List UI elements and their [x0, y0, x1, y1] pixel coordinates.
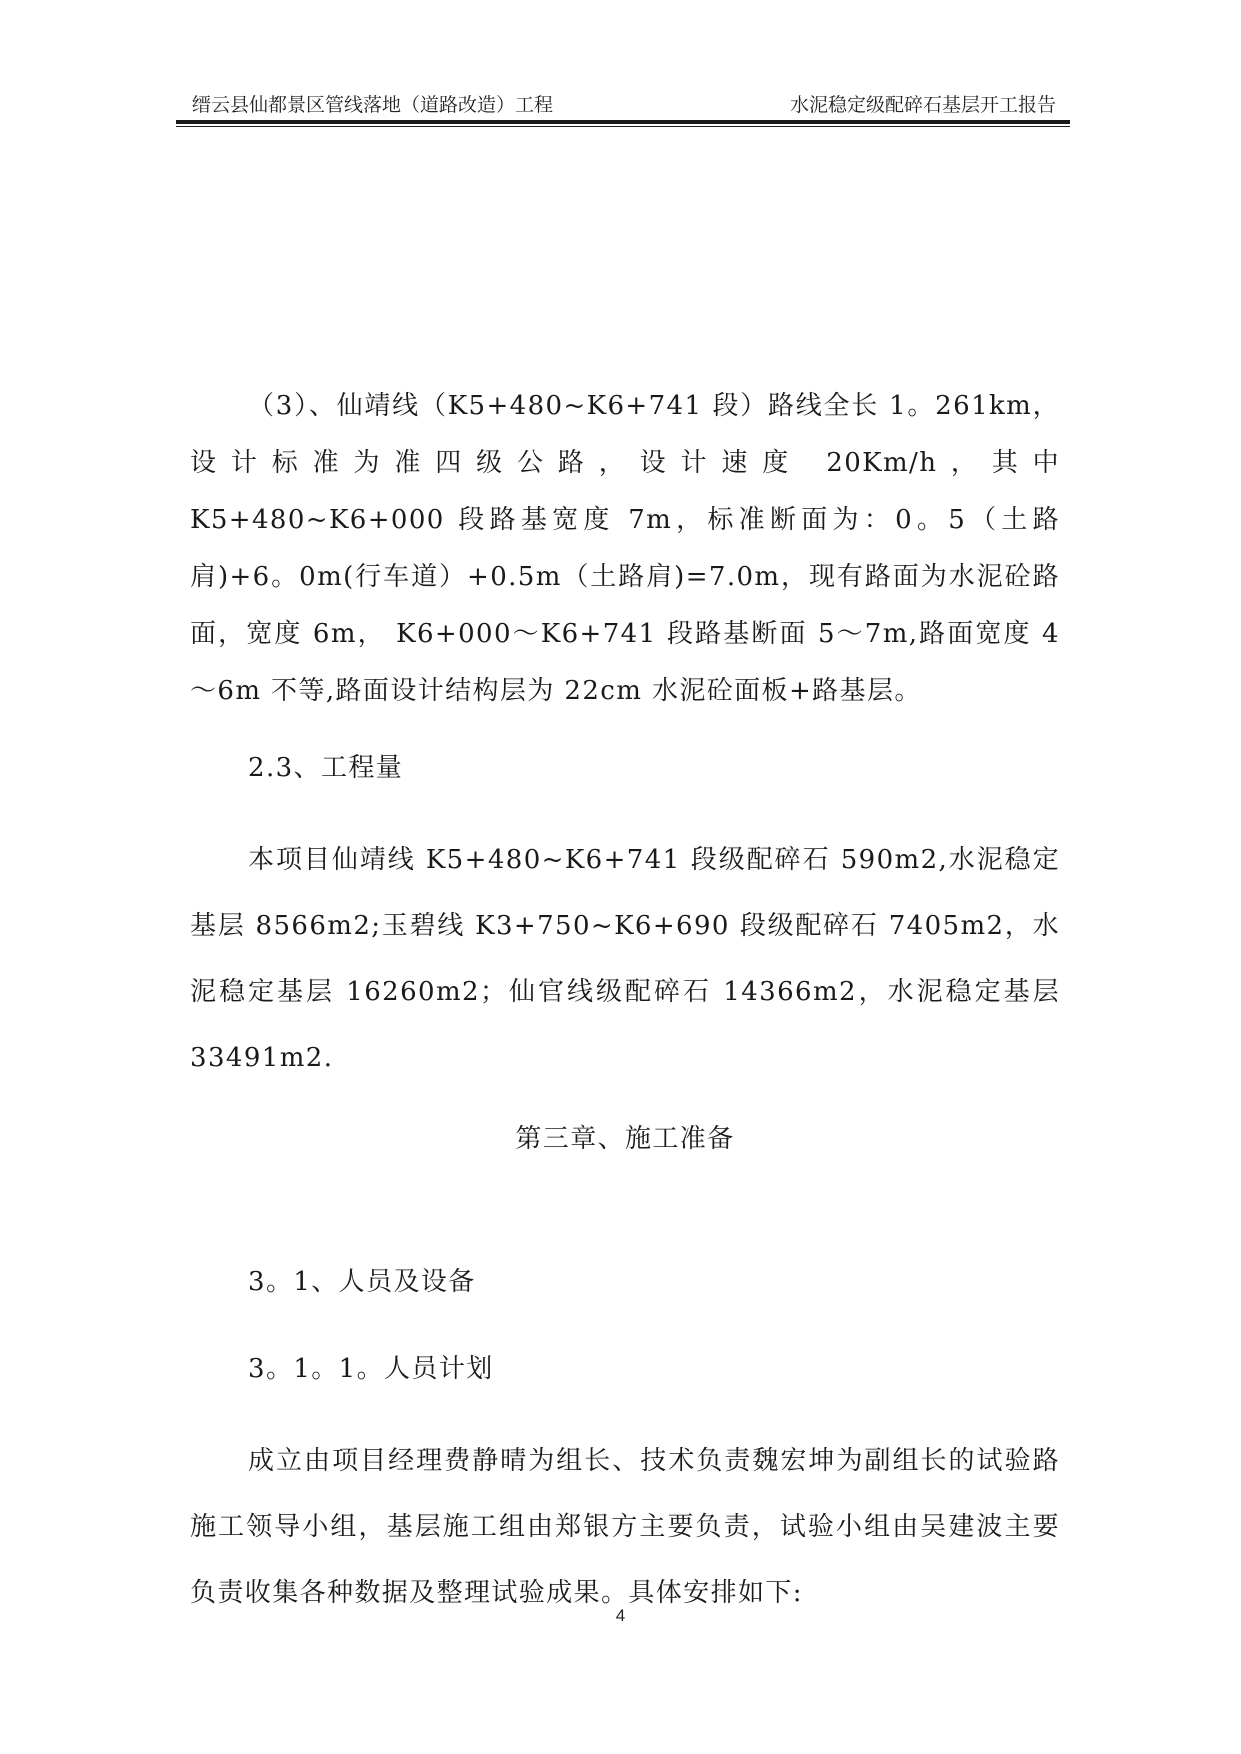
section-heading-quantities: 2.3、工程量 — [248, 753, 404, 783]
header-rule-thin — [176, 126, 1070, 127]
paragraph-quantities: 本项目仙靖线 K5+480~K6+741 段级配碎石 590m2,水泥稳定基层 8566m2;玉碧线 K3+750~K6+690 段级配碎石 7405m2，水泥稳定基层 16260m2；仙官线级配碎石 14366m2，水泥稳定基层 33491m2. — [190, 845, 1060, 1073]
document-body — [190, 378, 1060, 1626]
chapter-title: 第三章、施工准备 — [515, 1124, 735, 1154]
header-project-title: 缙云县仙都景区管线落地（道路改造）工程 — [192, 94, 554, 116]
page-header — [176, 88, 1070, 118]
paragraph-route-description: （3）、仙靖线（K5+480~K6+741 段）路线全长 1。261km，设计标准为准四级公路，设计速度 20Km/h，其中 K5+480~K6+000 段路基宽度 7m，标准断面为：0。5（土路肩)+6。0m(行车道）+0.5m（土路肩)=7.0m，现有路面为水泥砼路面，宽度 6m， K6+000～K6+741 段路基断面 5～7m,路面宽度 4～6m 不等,路面设计结构层为 22cm 水泥砼面板+路基层。 — [190, 391, 1060, 706]
page-number: 4 — [615, 1606, 626, 1625]
section-heading-personnel-equipment: 3。1、人员及设备 — [248, 1267, 476, 1297]
header-report-title: 水泥稳定级配碎石基层开工报告 — [789, 94, 1056, 116]
subsection-heading-personnel-plan: 3。1。1。人员计划 — [248, 1354, 494, 1384]
header-rule-thick — [176, 120, 1070, 124]
paragraph-personnel-plan: 成立由项目经理费静晴为组长、技术负责魏宏坤为副组长的试验路施工领导小组，基层施工组由郑银方主要负责，试验小组由吴建波主要负责收集各种数据及整理试验成果。具体安排如下: — [190, 1446, 1060, 1608]
